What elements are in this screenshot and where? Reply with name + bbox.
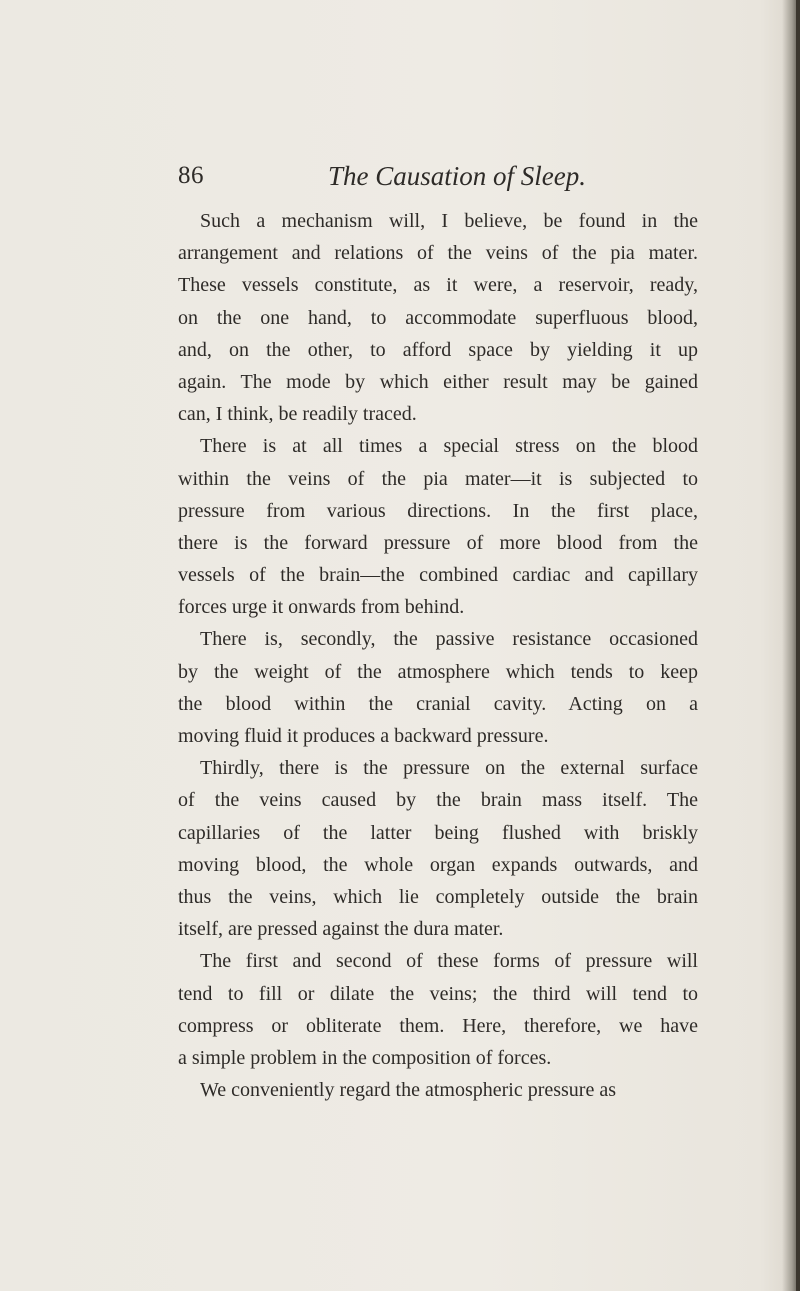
text-line: moving fluid it produces a backward pressure.	[178, 725, 549, 747]
text-line: forces urge it onwards from behind.	[178, 596, 465, 619]
text-line: We conveniently regard the atmospheric pressure as	[200, 1079, 617, 1102]
text-line: pressure from various directions. In the first place,	[178, 499, 698, 522]
text-line: compress or obliterate them. Here, therefore, we have	[178, 1014, 698, 1037]
text-line: and, on the other, to afford space by yielding it up	[178, 338, 698, 361]
page-edge	[796, 0, 800, 1291]
text-line: capillaries of the latter being flushed with briskly	[178, 821, 698, 844]
text-line: itself, are pressed against the dura mater.	[178, 918, 504, 941]
text-line: by the weight of the atmosphere which tends to keep	[178, 660, 698, 683]
text-line: within the veins of the pia mater—it is subjected to	[178, 467, 698, 490]
text-line: vessels of the brain—the combined cardiac and capillary	[178, 564, 698, 587]
text-line: tend to fill or dilate the veins; the third will tend to	[178, 982, 698, 1005]
text-line: These vessels constitute, as it were, a reservoir, ready,	[178, 274, 698, 297]
text-line: of the veins caused by the brain mass itself. The	[178, 789, 698, 812]
running-header	[178, 160, 618, 196]
text-line: There is, secondly, the passive resistance occasioned	[200, 628, 698, 651]
text-line: can, I think, be readily traced.	[178, 403, 417, 426]
body-text	[178, 205, 698, 1106]
text-line: thus the veins, which lie completely outside the brain	[178, 885, 698, 908]
text-line: The first and second of these forms of pressure will	[200, 950, 698, 973]
text-line: moving blood, the whole organ expands outwards, and	[178, 853, 698, 876]
text-line: Thirdly, there is the pressure on the external surface	[200, 757, 698, 780]
text-line: a simple problem in the composition of forces.	[178, 1046, 552, 1069]
text-line: there is the forward pressure of more blood from the	[178, 531, 698, 554]
running-title: The Causation of Sleep.	[328, 161, 586, 191]
page-number: 86	[178, 162, 204, 189]
text-line: arrangement and relations of the veins of the pia mater.	[178, 242, 698, 265]
text-line: on the one hand, to accommodate superfluous blood,	[178, 306, 698, 329]
text-line: Such a mechanism will, I believe, be found in the	[200, 210, 698, 232]
text-line: again. The mode by which either result may be gained	[178, 370, 698, 393]
text-line: the blood within the cranial cavity. Acting on a	[178, 692, 698, 715]
text-line: There is at all times a special stress on the blood	[200, 435, 698, 458]
